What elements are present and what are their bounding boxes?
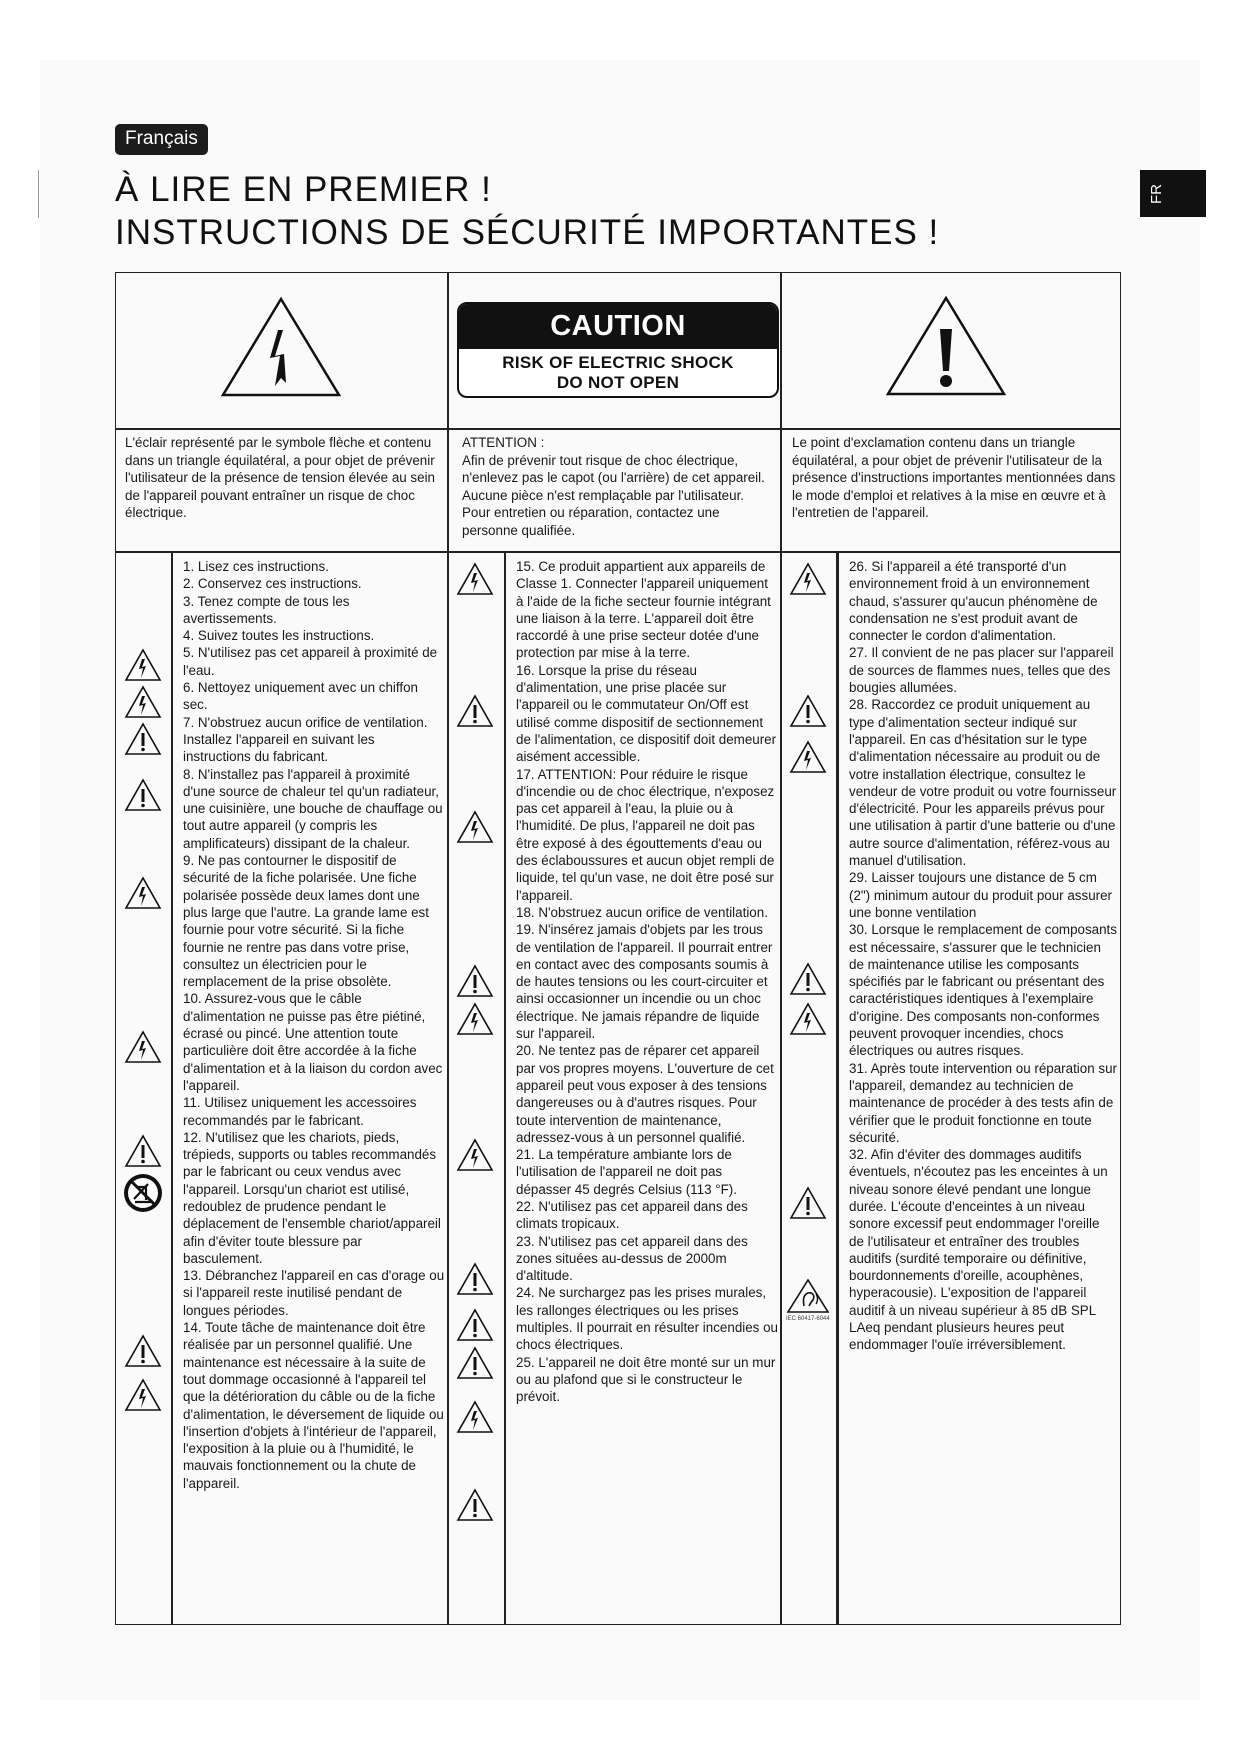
exclamation-triangle-icon [456, 694, 494, 728]
exclamation-triangle-icon [885, 295, 1007, 397]
instruction-item: 8. N'installez pas l'appareil à proximité d'une source de chaleur tel qu'un radiateur, une cuisinière, une bouche de chauffage ou tout autre appareil (y compris les amplificateurs) dissipant de la chaleur. [183, 766, 443, 851]
instruction-item: 23. N'utilisez pas cet appareil dans des zones situées au-dessus de 2000m d'altitude. [516, 1233, 748, 1284]
lightning-triangle-icon [220, 296, 342, 398]
exclamation-triangle-icon [456, 1308, 494, 1342]
hearing-icon-label: IEC 60417-6044 [786, 1316, 830, 1322]
instruction-item: 30. Lorsque le remplacement de composants est nécessaire, s'assurer que le technicien de maintenance utilise les composants spécifiés par le fabricant ou présentant des caractéristiques identiques à l'exemplaire d'origine. Des composants non-conformes peuvent provoquer incendies, chocs électriques ou autres risques. [849, 922, 1117, 1059]
grid-divider [447, 272, 449, 1625]
attention-description [462, 434, 772, 540]
caution-label-icon [457, 302, 779, 398]
instruction-item: 26. Si l'appareil a été transporté d'un environnement froid à un environnement chaud, s'assurer qu'aucun phénomène de condensation ne s'est produit avant de connecter le cordon d'alimentation. [849, 559, 1098, 644]
instruction-item: 15. Ce produit appartient aux appareils de Classe 1. Connecter l'appareil uniquement à l'aide de la fiche secteur fournie intégrant une liaison à la terre. L'appareil doit être raccordé à une prise secteur dotée d'une protection par mise à la terre. [516, 559, 771, 661]
lightning-triangle-icon [124, 648, 162, 682]
title-line-2: INSTRUCTIONS DE SÉCURITÉ IMPORTANTES ! [115, 213, 940, 252]
instructions-column-2 [516, 558, 778, 1406]
exclamation-triangle-icon [124, 778, 162, 812]
cart-warning-icon [122, 1172, 164, 1214]
instruction-item: 18. N'obstruez aucun orifice de ventilation. [516, 904, 768, 920]
title-line-1: À LIRE EN PREMIER ! [115, 170, 492, 209]
hearing-warning-icon [786, 1278, 830, 1314]
lightning-triangle-icon [789, 562, 827, 596]
icon-column-divider [836, 551, 839, 1625]
exclamation-triangle-icon [456, 1262, 494, 1296]
language-tab-label: FR [1148, 184, 1165, 204]
lightning-triangle-icon [124, 1030, 162, 1064]
instruction-item: 4. Suivez toutes les instructions. [183, 628, 375, 644]
instruction-item: 31. Après toute intervention ou réparation sur l'appareil, demandez au technicien de maintenance de procéder à des tests afin de vérifier que le produit fonctionne en toute sécurité. [849, 1060, 1117, 1145]
lightning-triangle-icon [456, 1138, 494, 1172]
instruction-item: 1. Lisez ces instructions. [183, 559, 329, 574]
instruction-item: 11. Utilisez uniquement les accessoires recommandés par le fabricant. [183, 1095, 417, 1128]
attention-text: Afin de prévenir tout risque de choc électrique, n'enlevez pas le capot (ou l'arrière) de cet appareil. Aucune pièce n'est remplaçable par l'utilisateur. Pour entretien ou réparation, contactez une personne qualifiée. [462, 452, 765, 538]
exclamation-triangle-icon [124, 1134, 162, 1168]
instruction-item: 24. Ne surchargez pas les prises murales, les rallonges électriques ou les prises multiples. Il pourrait en résulter incendies ou chocs électriques. [516, 1285, 778, 1353]
caution-line-2: DO NOT OPEN [556, 373, 680, 392]
exclamation-symbol-description: Le point d'exclamation contenu dans un triangle équilatéral, a pour objet de prévenir l'utilisateur de la présence d'instructions importantes mentionnées dans le mode d'emploi et relatives à la mise en œuvre et à l'entretien de l'appareil. [792, 435, 1116, 521]
instruction-item: 19. N'insérez jamais d'objets par les trous de ventilation de l'appareil. Il pourrait entrer en contact avec des composants soumis à de hautes tensions ou les court-circuiter et ainsi occasionner un incendie ou un choc électrique. Ne jamais répandre de liquide sur l'appareil. [516, 922, 773, 1042]
exclamation-triangle-icon [789, 962, 827, 996]
exclamation-triangle-icon [456, 964, 494, 998]
page-title [115, 168, 939, 254]
exclamation-triangle-icon [456, 1488, 494, 1522]
instructions-column-1 [183, 558, 445, 1492]
instructions-column-3 [849, 558, 1117, 1354]
instruction-item: 22. N'utilisez pas cet appareil dans des climats tropicaux. [516, 1198, 748, 1232]
lightning-triangle-icon [456, 810, 494, 844]
grid-divider [115, 551, 1121, 553]
instruction-item: 7. N'obstruez aucun orifice de ventilation. Installez l'appareil en suivant les instructions du fabricant. [183, 714, 428, 765]
lightning-symbol-description: L'éclair représenté par le symbole flèche et contenu dans un triangle équilatéral, a pour objet de prévenir l'utilisateur de la présence de tension élevée au sein de l'appareil pouvant entraîner un risque de choc électrique. [125, 435, 435, 521]
instruction-item: 9. Ne pas contourner le dispositif de sécurité de la fiche polarisée. Une fiche polarisée possède deux lames dont une plus large que l'autre. La grande lame est fournie pour votre sécurité. Si la fiche fournie ne rentre pas dans votre prise, consultez un électricien pour le remplacement de la prise obsolète. [183, 853, 429, 990]
grid-divider [780, 272, 782, 1625]
instruction-item: 20. Ne tentez pas de réparer cet appareil par vos propres moyens. L'ouverture de cet appareil peut vous exposer à des tensions dangereuses ou à d'autres risques. Pour toute intervention de maintenance, adressez-vous à un personnel qualifié. [516, 1043, 774, 1145]
instruction-item: 17. ATTENTION: Pour réduire le risque d'incendie ou de choc électrique, n'exposez pas cet appareil à l'eau, la pluie ou à l'humidité. De plus, l'appareil ne doit pas être exposé à des égouttements d'eau ou des éclaboussures et aucun objet rempli de liquide, tel qu'un vase, ne doit être posé sur l'appareil. [516, 766, 775, 903]
lightning-triangle-icon [124, 685, 162, 719]
instruction-item: 25. L'appareil ne doit être monté sur un mur ou au plafond que si le constructeur le prévoit. [516, 1354, 776, 1405]
instruction-item: 29. Laisser toujours une distance de 5 cm (2") minimum autour du produit pour assurer une bonne ventilation [849, 870, 1113, 920]
instruction-item: 21. La température ambiante lors de l'utilisation de l'appareil ne doit pas dépasser 45 degrés Celsius (113 °F). [516, 1147, 737, 1197]
exclamation-triangle-icon [456, 1346, 494, 1380]
instruction-item: 5. N'utilisez pas cet appareil à proximité de l'eau. [183, 645, 438, 678]
language-tab [1140, 170, 1206, 217]
lightning-triangle-icon [456, 1002, 494, 1036]
instruction-item: 3. Tenez compte de tous les avertissements. [183, 593, 350, 626]
instruction-item: 12. N'utilisez que les chariots, pieds, trépieds, supports ou tables recommandés par le fabricant ou ceux vendus avec l'appareil. Lorsqu'un chariot est utilisé, redoublez de prudence pendant le déplacement de l'ensemble chariot/appareil afin d'éviter toute blessure par basculement. [183, 1129, 441, 1266]
instruction-item: 27. Il convient de ne pas placer sur l'appareil de sources de flammes nues, telles que des bougies allumées. [849, 645, 1114, 696]
icon-column-divider [171, 551, 173, 1625]
caution-line-1: RISK OF ELECTRIC SHOCK [502, 353, 734, 372]
instruction-item: 13. Débranchez l'appareil en cas d'orage ou si l'appareil reste inutilisé pendant de longues périodes. [183, 1268, 445, 1318]
exclamation-triangle-icon [124, 1334, 162, 1368]
icon-column-divider [504, 551, 506, 1625]
exclamation-triangle-icon [789, 694, 827, 728]
grid-divider [115, 428, 1121, 430]
page-margin-mark [38, 170, 39, 218]
caution-heading: CAUTION [459, 304, 777, 349]
instruction-item: 16. Lorsque la prise du réseau d'alimentation, une prise placée sur l'appareil ou le commutateur On/Off est utilisé comme dispositif de sectionnement de l'alimentation, ce dispositif doit demeurer aisément accessible. [516, 662, 777, 765]
exclamation-triangle-icon [789, 1186, 827, 1220]
instruction-item: 6. Nettoyez uniquement avec un chiffon sec. [183, 680, 418, 713]
instruction-item: 2. Conservez ces instructions. [183, 576, 362, 592]
language-badge: Français [115, 124, 208, 155]
lightning-triangle-icon [456, 1400, 494, 1434]
lightning-triangle-icon [456, 562, 494, 596]
lightning-triangle-icon [789, 740, 827, 774]
instruction-item: 28. Raccordez ce produit uniquement au type d'alimentation secteur indiqué sur l'appareil. En cas d'hésitation sur le type d'alimentation nécessaire au produit ou de votre installation électrique, consultez le vendeur de votre produit ou votre fournisseur d'électricité. Pour les appareils prévus pour une utilisation à partir d'une batterie ou d'une autre source d'alimentation, référez-vous au manuel d'utilisation. [849, 697, 1117, 869]
instruction-item: 32. Afin d'éviter des dommages auditifs éventuels, n'écoutez pas les enceintes à un niveau sonore élevé pendant une longue durée. L'écoute d'enceintes à un niveau sonore excessif peut endommager l'oreille de l'utilisateur et entraîner des troubles auditifs (surdité temporaire ou définitive, bourdonnements d'oreille, acouphènes, hyperacousie). L'exposition de l'appareil auditif à un niveau supérieur à 85 dB SPL LAeq pendant plusieurs heures peut endommager l'ouïe irréversiblement. [849, 1147, 1108, 1353]
instruction-item: 10. Assurez-vous que le câble d'alimentation ne puisse pas être piétiné, écrasé ou pincé. Une attention toute particulière doit être accordée à la fiche d'alimentation et à la liaison du cordon avec l'appareil. [183, 991, 443, 1093]
lightning-triangle-icon [124, 876, 162, 910]
exclamation-triangle-icon [124, 722, 162, 756]
instruction-item: 14. Toute tâche de maintenance doit être réalisée par un personnel qualifié. Une maintenance est nécessaire à la suite de tout dommage occasionné à l'appareil tel que la détérioration du câble ou de la fiche d'alimentation, le déversement de liquide ou l'insertion d'objets à l'intérieur de l'appareil, l'exposition à la pluie ou à l'humidité, le mauvais fonctionnement ou la chute de l'appareil. [183, 1320, 444, 1491]
lightning-triangle-icon [789, 1002, 827, 1036]
lightning-triangle-icon [124, 1378, 162, 1412]
attention-title: ATTENTION : [462, 435, 545, 450]
